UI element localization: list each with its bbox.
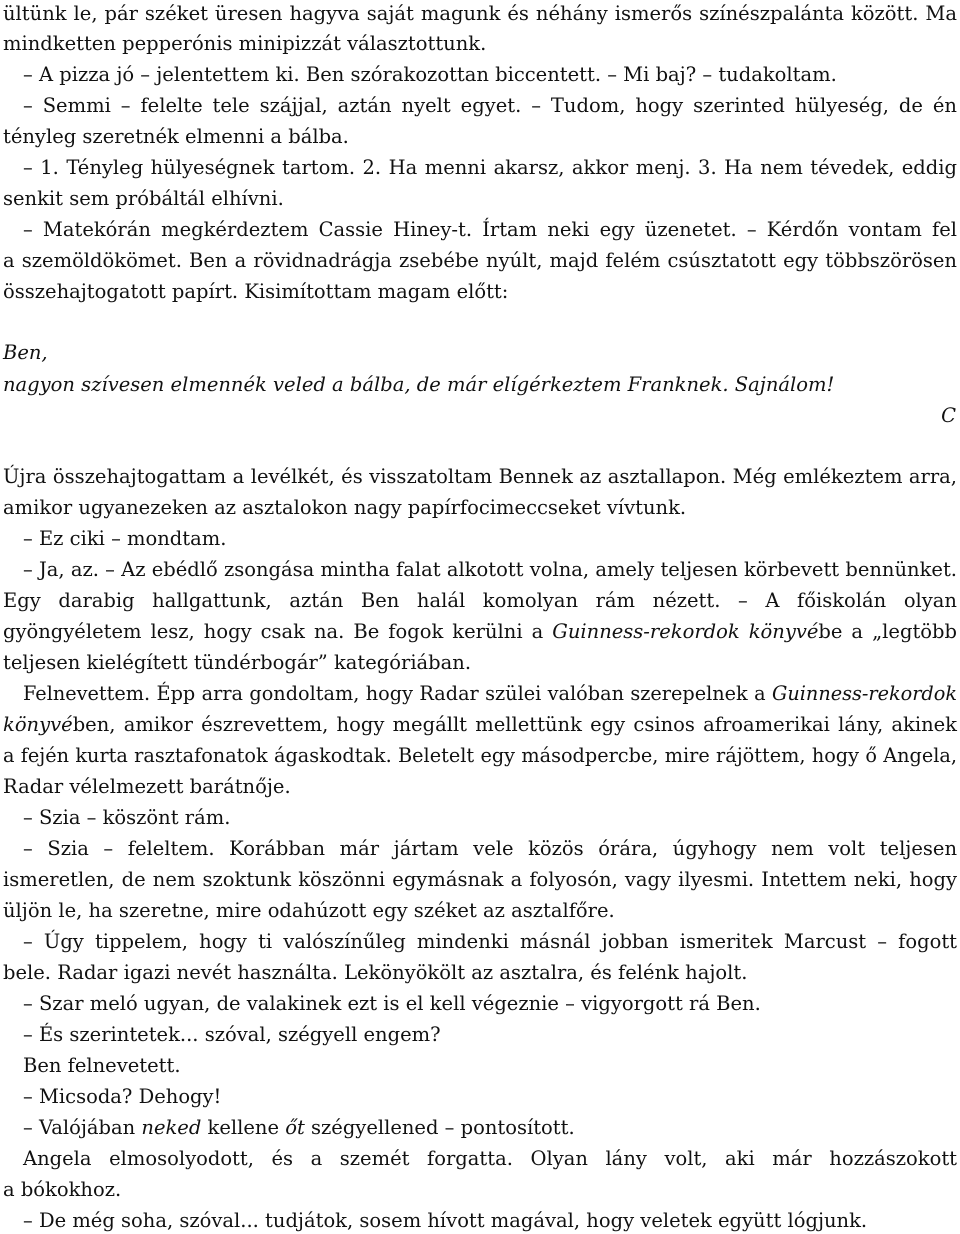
letter-body: nagyon szívesen elmennék veled a bálba, de már elígérkeztem Franknek. Sajnálom! <box>3 373 835 396</box>
text-line: a fején kurta rasztafonatok ágaskodtak. Beletelt egy másodpercbe, mire rájöttem, hogy ő Angela, <box>3 744 957 767</box>
text-line <box>23 681 957 707</box>
text-line: – De még soha, szóval... tudjátok, sosem hívott magával, hogy veletek együtt lógjunk. <box>23 1209 868 1232</box>
text-line: – Semmi – felelte tele szájjal, aztán nyelt egyet. – Tudom, hogy szerinted hülyeség, de én <box>23 94 957 117</box>
text-line: Angela elmosolyodott, és a szemét forgatta. Olyan lány volt, aki már hozzászokott <box>23 1147 957 1170</box>
book-title: könyvé <box>3 713 73 736</box>
text-line: Radar vélelmezett barátnője. <box>3 775 291 798</box>
text-line: – Ja, az. – Az ebédlő zsongása mintha falat alkotott volna, amely teljesen körbevett bennünket. <box>23 558 957 581</box>
text-line: bele. Radar igazi nevét használta. Lekönyökölt az asztalra, és felénk hajolt. <box>3 961 748 984</box>
text-line: – Szia – köszönt rám. <box>23 806 231 829</box>
text-line <box>3 619 957 645</box>
text-line: a bókokhoz. <box>3 1178 122 1201</box>
text-line: a szemöldökömet. Ben a rövidnadrágja zsebébe nyúlt, majd felém csúsztatott egy többszörösen <box>3 249 957 272</box>
text-line: Újra összehajtogattam a levélkét, és visszatoltam Bennek az asztallapon. Még emlékeztem arra, <box>3 465 957 488</box>
book-title: Guinness-rekordok <box>771 682 957 705</box>
text-run: – Valójában <box>23 1116 142 1139</box>
text-line: – Ez ciki – mondtam. <box>23 527 227 550</box>
text-line <box>3 712 957 738</box>
text-run: gyöngyéletem lesz, hogy csak na. Be fogok kerülni a <box>3 620 553 643</box>
text-run: Felnevettem. Épp arra gondoltam, hogy Radar szülei valóban szerepelnek a <box>23 682 772 705</box>
text-line: – Matekórán megkérdeztem Cassie Hiney-t. Írtam neki egy üzenetet. – Kérdőn vontam fel <box>23 218 957 241</box>
text-line: teljesen kielégített tündérbogár” kategóriában. <box>3 651 472 674</box>
text-line: összehajtogatott papírt. Kisimítottam magam előtt: <box>3 280 509 303</box>
text-line: – És szerintetek... szóval, szégyell engem? <box>23 1023 441 1046</box>
text-line: ismeretlen, de nem szoktunk köszönni egymásnak a folyosón, vagy ilyesmi. Intettem neki, hogy <box>3 868 957 891</box>
text-line: üljön le, ha szeretne, mire odahúzott egy széket az asztalfőre. <box>3 899 615 922</box>
text-line: – Úgy tippelem, hogy ti valószínűleg mindenki másnál jobban ismeritek Marcust – fogott <box>23 930 957 953</box>
emphasis: őt <box>285 1116 305 1139</box>
text-line: – Micsoda? Dehogy! <box>23 1085 222 1108</box>
text-line: Egy darabig hallgattunk, aztán Ben halál komolyan rám nézett. – A főiskolán olyan <box>3 589 957 612</box>
text-line: ültünk le, pár széket üresen hagyva saját magunk és néhány ismerős színészpalánta között. Ma <box>3 2 957 25</box>
text-line: – Szar meló ugyan, de valakinek ezt is el kell végeznie – vigyorgott rá Ben. <box>23 992 761 1015</box>
letter-signature: C <box>941 404 956 427</box>
text-line <box>23 1115 957 1141</box>
text-run: szégyellened – pontosított. <box>304 1116 575 1139</box>
text-run: be a „legtöbb <box>818 620 957 643</box>
text-line: senkit sem próbáltál elhívni. <box>3 187 284 210</box>
text-run: kellene <box>201 1116 286 1139</box>
letter-salutation: Ben, <box>3 341 48 364</box>
text-line: – Szia – feleltem. Korábban már jártam vele közös órára, úgyhogy nem volt teljesen <box>23 837 957 860</box>
text-line: – 1. Tényleg hülyeségnek tartom. 2. Ha menni akarsz, akkor menj. 3. Ha nem tévedek, eddig <box>23 156 957 179</box>
emphasis: neked <box>141 1116 202 1139</box>
text-line: tényleg szeretnék elmenni a bálba. <box>3 125 349 148</box>
text-line: amikor ugyanezeken az asztalokon nagy papírfocimeccseket vívtunk. <box>3 496 687 519</box>
book-title: Guinness-rekordok könyvé <box>552 620 819 643</box>
text-line: mindketten pepperónis minipizzát választottunk. <box>3 32 487 55</box>
text-line: Ben felnevetett. <box>23 1054 181 1077</box>
text-line: – A pizza jó – jelentettem ki. Ben szórakozottan biccentett. – Mi baj? – tudakoltam. <box>23 63 837 86</box>
text-run: ben, amikor észrevettem, hogy megállt mellettünk egy csinos afroamerikai lány, akinek <box>72 713 957 736</box>
